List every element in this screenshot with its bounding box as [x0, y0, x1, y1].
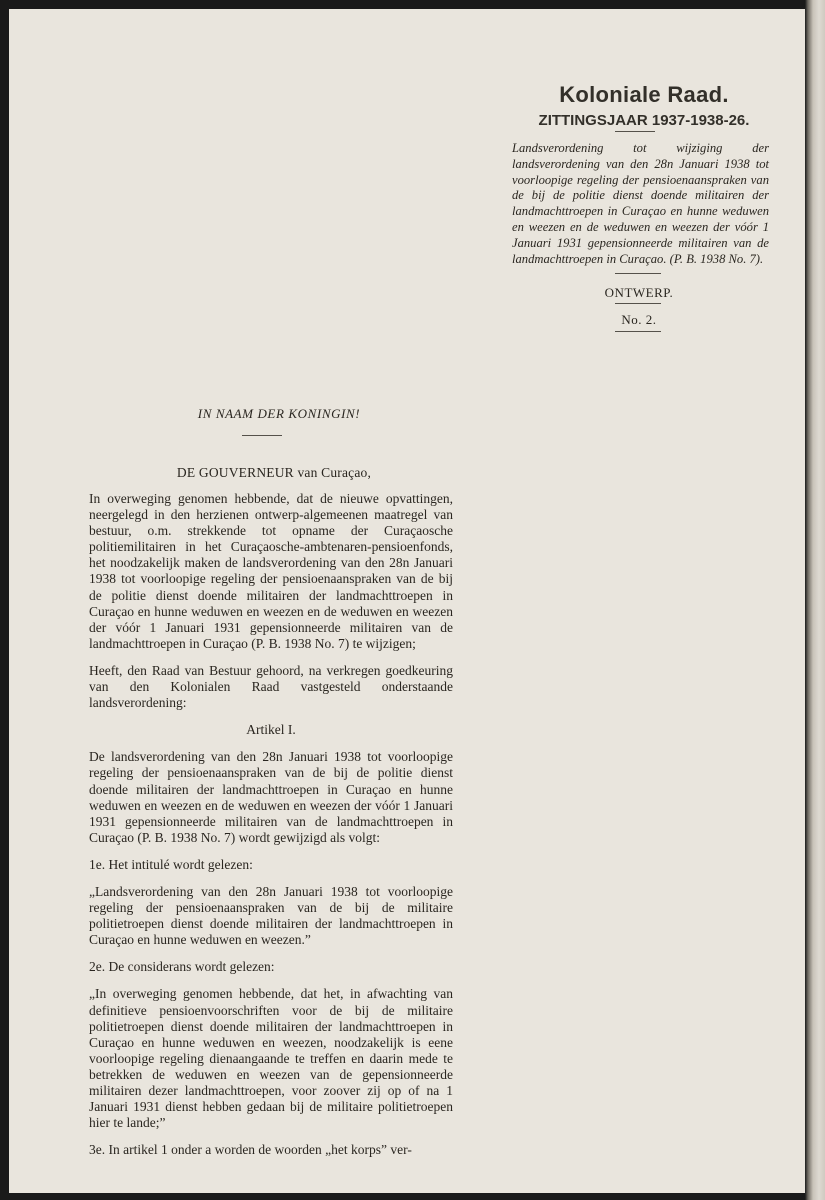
paragraph: In overweging genomen hebbende, dat de nieuwe opvattingen, neergelegd in den herzienen ontwerp-algemeenen maatregel van bestuur, o.m. strekkende tot opname der Curaçaosche politiemilitairen in het Curaçaosche-ambtenaren-pensioenfonds, het noodzakelijk maken de landsverordening van den 28n Januari 1938 tot voorloopige regeling der pensioenaanspraken van de bij de politie dienst doende militairen der landmachttroepen in Curaçao en hunne weduwen en weezen en de weduwen en weezen der vóór 1 Januari 1931 gepensionneerde militairen van de landmachttroepen in Curaçao (P. B. 1938 No. 7) te wijzigen;: [89, 491, 453, 651]
council-title: Koloniale Raad.: [559, 82, 729, 107]
adjacent-page-edge: [805, 0, 825, 1200]
document-page: [9, 9, 805, 1193]
divider: [615, 131, 655, 132]
article-heading: Artikel I.: [246, 722, 296, 738]
list-item: 2e. De considerans wordt gelezen:: [89, 959, 275, 975]
session-year: ZITTINGSJAAR 1937-1938-26.: [538, 112, 750, 129]
divider: [242, 435, 282, 436]
paragraph: Heeft, den Raad van Bestuur gehoord, na verkregen goedkeuring van den Kolonialen Raad vastgesteld onderstaande landsverordening:: [89, 662, 453, 711]
divider: [615, 331, 661, 332]
quoted-text: „In overweging genomen hebbende, dat het, in afwachting van definitieve pensioenvoorschriften voor de bij de militaire politietroepen dienst doende militairen der landmachttroepen in Curaçao en hunne weduwen en weezen, noodzakelijk is eene voorloopige regeling dienaangaande te treffen en daarin mede te betrekken de weduwen en weezen van de gepensionneerde militairen dezer landmachttroepen, voor zoover zij op of na 1 Januari 1931 dienst hebben gedaan bij de militaire politietroepen hier te lande;”: [89, 986, 453, 1131]
governor-line: DE GOUVERNEUR van Curaçao,: [176, 465, 372, 480]
invocation: IN NAAM DER KONINGIN!: [197, 406, 361, 421]
divider: [615, 303, 661, 304]
document-body: [89, 491, 453, 1169]
subject-description: Landsverordening tot wijziging der landsverordening van den 28n Januari 1938 tot voorloopige regeling der pensioenaanspraken van de bij de politie dienst doende militairen der landmachttroepen in Curaçao en hunne weduwen en weezen en de weduwen en weezen der vóór 1 Januari 1931 gepensionneerde militairen van de landmachttroepen in Curaçao. (P. B. 1938 No. 7).: [512, 141, 769, 266]
draft-label: ONTWERP.: [604, 285, 674, 300]
draft-number: No. 2.: [621, 312, 657, 327]
list-item: 3e. In artikel 1 onder a worden de woorden „het korps” ver-: [89, 1142, 412, 1158]
divider: [615, 273, 661, 274]
paragraph: De landsverordening van den 28n Januari 1938 tot voorloopige regeling der pensioenaanspraken van de bij de politie dienst doende militairen der landmachttroepen in Curaçao en hunne weduwen en weezen en de weduwen en weezen der vóór 1 Januari 1931 gepensionneerde militairen van de landmachttroepen in Curaçao (P. B. 1938 No. 7) wordt gewijzigd als volgt:: [89, 749, 453, 845]
quoted-text: „Landsverordening van den 28n Januari 1938 tot voorloopige regeling der pensioenaanspraken van de bij de militaire politietroepen dienst doende militairen der landmachttroepen in Curaçao en hunne weduwen en weezen.”: [89, 883, 453, 948]
list-item: 1e. Het intitulé wordt gelezen:: [89, 856, 253, 872]
